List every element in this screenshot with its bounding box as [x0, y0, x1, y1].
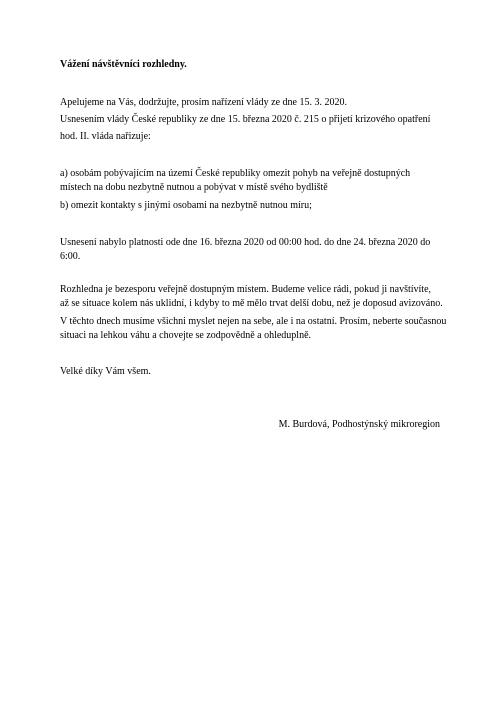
resolution-line: Usnesením vlády České republiky ze dne 15. března 2020 č. 215 o přijetí krizového opatření: [60, 114, 431, 125]
validity-line2: 6:00.: [60, 251, 81, 262]
closing-line: Velké díky Vám všem.: [60, 366, 151, 377]
measure-b-line: b) omezit kontakty s jinými osobami na nezbytně nutnou míru;: [60, 200, 312, 211]
resolution-line-continued: hod. II. vláda nařizuje:: [60, 131, 151, 142]
measure-a-line2: místech na dobu nezbytně nutnou a pobývat v místě svého bydliště: [60, 182, 328, 193]
validity-line1: Usnesení nabylo platnosti ode dne 16. března 2020 od 00:00 hod. do dne 24. března 2020 do: [60, 237, 431, 248]
salutation-heading: Vážení návštěvníci rozhledny.: [60, 59, 187, 70]
lookout-paragraph-line1: Rozhledna je bezesporu veřejně dostupným místem. Budeme velice rádi, pokud ji navštívíte,: [60, 284, 432, 295]
responsibility-paragraph-line1: V těchto dnech musíme všichni myslet nejen na sebe, ale i na ostatní. Prosím, neberte současnou: [60, 316, 447, 327]
responsibility-paragraph-line2: situaci na lehkou váhu a chovejte se zodpovědně a ohleduplně.: [60, 330, 312, 341]
measure-a-line1: a) osobám pobývajícím na území České republiky omezit pohyb na veřejně dostupných: [60, 168, 411, 179]
appeal-line: Apelujeme na Vás, dodržujte, prosím nařízení vlády ze dne 15. 3. 2020.: [60, 97, 347, 108]
signature-line: M. Burdová, Podhostýnský mikroregion: [278, 419, 440, 430]
lookout-paragraph-line2: až se situace kolem nás uklidní, i kdyby to mě mělo trvat delší dobu, než je doposud avizováno.: [60, 298, 443, 309]
